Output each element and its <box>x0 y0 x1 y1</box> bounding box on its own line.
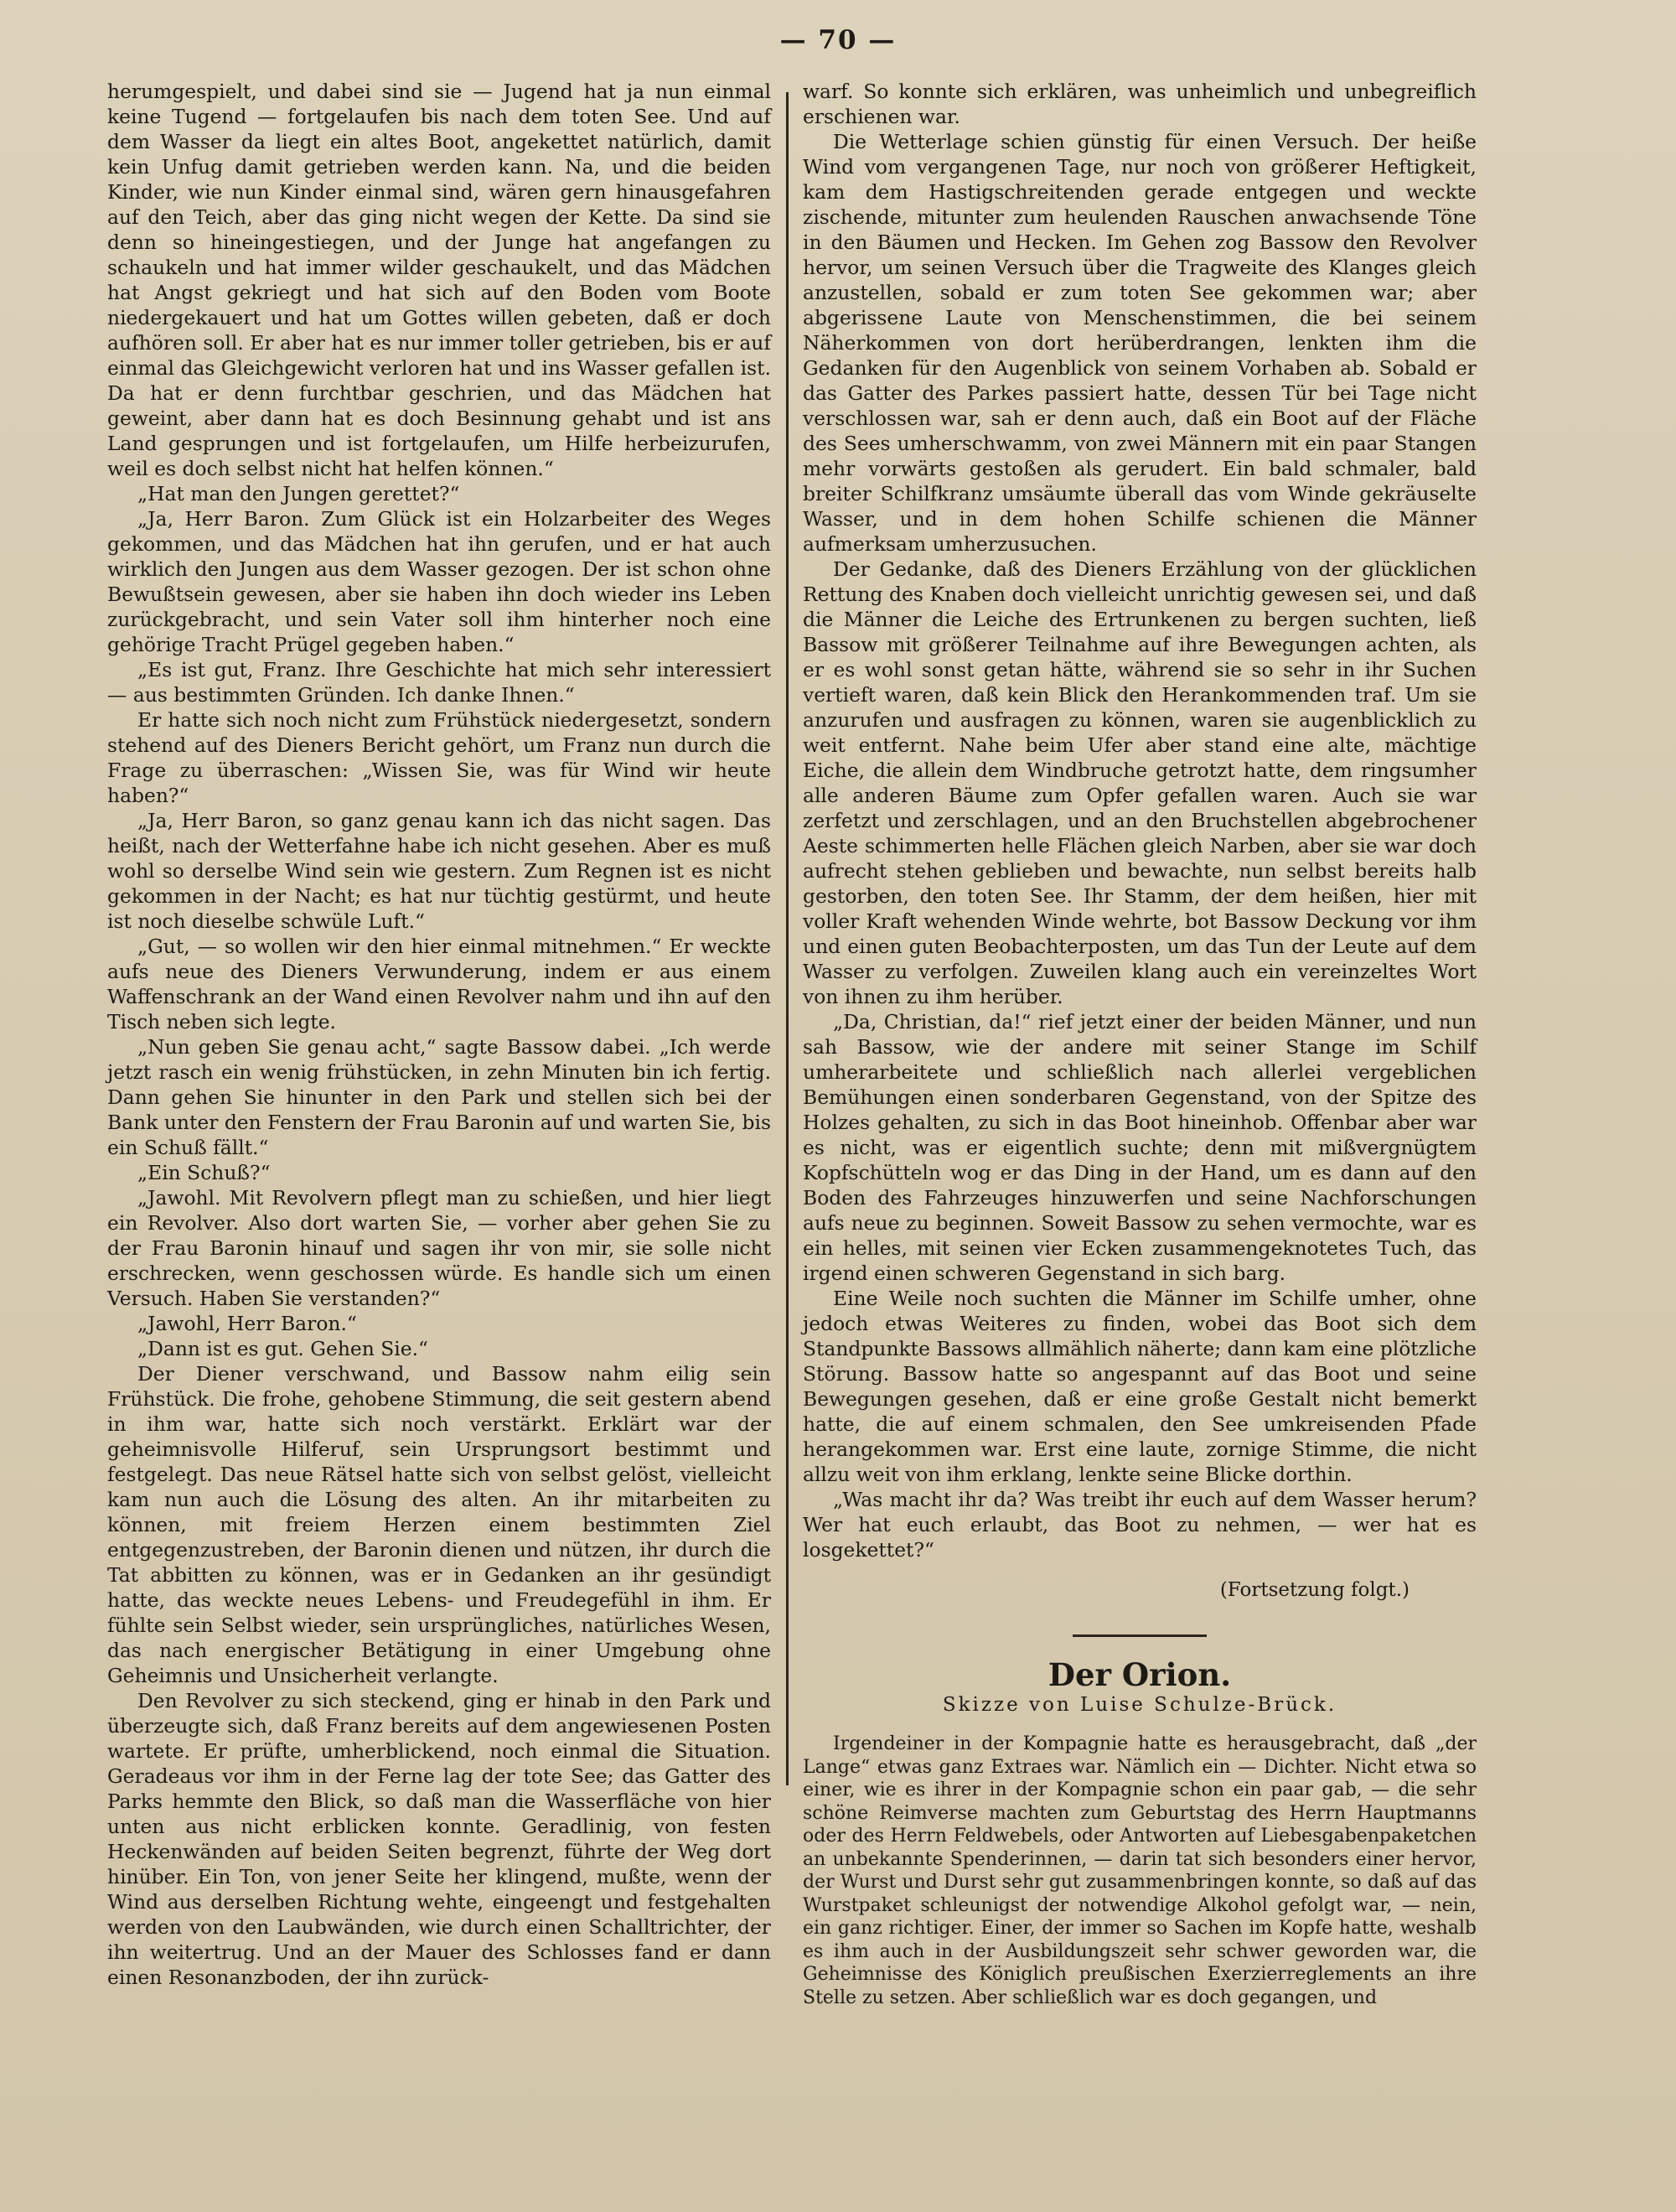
article-paragraph: „Es ist gut, Franz. Ihre Geschichte hat mich sehr interessiert — aus bestimmten Gründen. Ich danke Ihnen.“ <box>107 658 771 707</box>
article-paragraph: „Gut, — so wollen wir den hier einmal mitnehmen.“ Er weckte aufs neue des Dieners Verwunderung, indem er aus einem Waffenschrank an der Wand einen Revolver nahm und ihn auf den Tisch neben sich legte. <box>107 935 771 1033</box>
article-paragraph: „Da, Christian, da!“ rief jetzt einer der beiden Männer, und nun sah Bassow, wie der andere mit seiner Stange im Schilf umherarbeitete und schließlich nach allerlei vergeblichen Bemühungen einen sonderbaren Gegenstand, von der Spitze des Holzes gehalten, zu sich in das Boot hineinhob. Offenbar aber war es nicht, was er eigentlich suchte; denn mit mißvergnügtem Kopfschütteln wog er das Ding in der Hand, um es dann auf den Boden des Fahrzeuges hinzuwerfen und seine Nachforschungen aufs neue zu beginnen. Soweit Bassow zu sehen vermochte, war es ein helles, mit seinen vier Ecken zusammengeknotetes Tuch, das irgend einen schweren Gegenstand in sich barg. <box>803 1010 1477 1285</box>
article-paragraph: Die Wetterlage schien günstig für einen Versuch. Der heiße Wind vom vergangenen Tage, nur noch von größerer Heftigkeit, kam dem Hastigschreitenden gerade entgegen und weckte zischende, mitunter zum heulenden Rauschen anwachsende Töne in den Bäumen und Hecken. Im Gehen zog Bassow den Revolver hervor, um seinen Versuch über die Tragweite des Klanges gleich anzustellen, sobald er zum toten See gekommen war; aber abgerissene Laute von Menschenstimmen, die bei seinem Näherkommen von dort herüberdrangen, lenkten ihm die Gedanken für den Augenblick von seinem Vorhaben ab. Sobald er das Gatter des Parkes passiert hatte, dessen Tür bei Tage nicht verschlossen war, sah er denn auch, daß ein Boot auf der Fläche des Sees umherschwamm, von zwei Männern mit ein paar Stangen mehr vorwärts gestoßen als gerudert. Ein bald schmaler, bald breiter Schilfkranz umsäumte überall das vom Winde gekräuselte Wasser, und in dem hohen Schilfe schienen die Männer aufmerksam umherzusuchen. <box>803 130 1477 556</box>
article-paragraph: „Was macht ihr da? Was treibt ihr euch auf dem Wasser herum? Wer hat euch erlaubt, das Boot zu nehmen, — wer hat es losgekettet?“ <box>803 1488 1477 1562</box>
column-divider <box>786 92 789 1785</box>
article-paragraph: Er hatte sich noch nicht zum Frühstück niedergesetzt, sondern stehend auf des Dieners Bericht gehört, um Franz nun durch die Frage zu überraschen: „Wissen Sie, was für Wind wir heute haben?“ <box>107 708 771 807</box>
left-column <box>107 79 771 2208</box>
story-subtitle: Skizze von Luise Schulze-Brück. <box>942 1694 1337 1716</box>
article-paragraph: Der Gedanke, daß des Dieners Erzählung von der glücklichen Rettung des Knaben doch vielleicht unrichtig gewesen sei, und daß die Männer die Leiche des Ertrunkenen zu bergen suchten, ließ Bassow mit größerer Teilnahme auf ihre Bewegungen achten, als er es wohl sonst getan hätte, während sie so sehr in ihr Suchen vertieft waren, daß kein Blick den Herankommenden traf. Um sie anzurufen und ausfragen zu können, waren sie augenblicklich zu weit entfernt. Nahe beim Ufer aber stand eine alte, mächtige Eiche, die allein dem Windbruche getrotzt hatte, dem ringsumher alle anderen Bäume zum Opfer gefallen waren. Auch sie war zerfetzt und zerschlagen, und an den Bruchstellen abgebrochener Aeste schimmerten helle Flächen gleich Narben, aber sie war doch aufrecht stehen geblieben und bewachte, nun selbst bereits halb gestorben, den toten See. Ihr Stamm, der dem heißen, hier mit voller Kraft wehenden Winde wehrte, bot Bassow Deckung vor ihm und einen guten Beobachterposten, um das Tun der Leute auf dem Wasser zu verfolgen. Zuweilen klang auch ein vereinzeltes Wort von ihnen zu ihm herüber. <box>803 557 1477 1008</box>
continuation-note: (Fortsetzung folgt.) <box>1219 1579 1410 1601</box>
article-paragraph: „Ein Schuß?“ <box>137 1161 271 1184</box>
article-paragraph: „Jawohl. Mit Revolvern pflegt man zu schießen, und hier liegt ein Revolver. Also dort warten Sie, — vorher aber gehen Sie zu der Frau Baronin hinauf und sagen ihr von mir, sie solle nicht erschrecken, wenn geschossen würde. Es handle sich um einen Versuch. Haben Sie verstanden?“ <box>107 1186 771 1310</box>
article-paragraph: Den Revolver zu sich steckend, ging er hinab in den Park und überzeugte sich, daß Franz bereits auf dem angewiesenen Posten wartete. Er prüfte, umherblickend, noch einmal die Situation. Geradeaus vor ihm in der Ferne lag der tote See; das Gatter des Parks hemmte den Blick, so daß man die Wasserfläche von hier unten aus nicht erblicken konnte. Geradlinig, von festen Heckenwänden auf beiden Seiten begrenzt, führte der Weg dort hinüber. Ein Ton, von jener Seite her klingend, mußte, wenn der Wind aus derselben Richtung wehte, eingeengt und festgehalten werden von den Laubwänden, wie durch einen Schalltrichter, der ihn weitertrug. Und an der Mauer des Schlosses fand er dann einen Resonanzboden, der ihn zurück- <box>107 1689 771 1989</box>
story-body <box>803 1733 1477 2009</box>
article-paragraph: herumgespielt, und dabei sind sie — Jugend hat ja nun einmal keine Tugend — fortgelaufen bis nach dem toten See. Und auf dem Wasser da liegt ein altes Boot, angekettet natürlich, damit kein Unfug damit getrieben werden kann. Na, und die beiden Kinder, wie nun Kinder einmal sind, wären gern hinausgefahren auf den Teich, aber das ging nicht wegen der Kette. Da sind sie denn so hineingestiegen, und der Junge hat angefangen zu schaukeln und hat immer wilder geschaukelt, und das Mädchen hat Angst gekriegt und hat sich auf den Boden vom Boote niedergekauert und hat um Gottes willen gebeten, daß er doch aufhören soll. Er aber hat es nur immer toller getrieben, bis er auf einmal das Gleichgewicht verloren hat und ins Wasser gefallen ist. Da hat er denn furchtbar geschrien, und das Mädchen hat geweint, aber dann hat es doch Besinnung gehabt und ist ans Land gesprungen und ist fortgelaufen, um Hilfe herbeizurufen, weil es doch selbst nicht hat helfen können.“ <box>107 80 771 480</box>
article-paragraph: „Ja, Herr Baron, so ganz genau kann ich das nicht sagen. Das heißt, nach der Wetterfahne habe ich nicht gesehen. Aber es muß wohl so derselbe Wind sein wie gestern. Zum Regnen ist es nicht gekommen in der Nacht; es hat nur tüchtig gestürmt, und heute ist noch dieselbe schwüle Luft.“ <box>107 809 771 933</box>
story-title: Der Orion. <box>1048 1656 1232 1693</box>
article-paragraph: „Dann ist es gut. Gehen Sie.“ <box>137 1337 428 1360</box>
article-paragraph: „Ja, Herr Baron. Zum Glück ist ein Holzarbeiter des Weges gekommen, und das Mädchen hat ihn gerufen, und er hat auch wirklich den Jungen aus dem Wasser gezogen. Der ist schon ohne Bewußtsein gewesen, aber sie haben ihn doch wieder ins Leben zurückgebracht, und sein Vater soll ihm hinterher noch eine gehörige Tracht Prügel gegeben haben.“ <box>107 507 771 656</box>
article-paragraph: warf. So konnte sich erklären, was unheimlich und unbegreiflich erschienen war. <box>803 80 1477 128</box>
article-paragraph: „Hat man den Jungen gerettet?“ <box>137 482 460 505</box>
article-paragraph: „Nun geben Sie genau acht,“ sagte Bassow dabei. „Ich werde jetzt rasch ein wenig frühstücken, in zehn Minuten bin ich fertig. Dann gehen Sie hinunter in den Park und stellen sich bei der Bank unter den Fenstern der Frau Baronin auf und warten Sie, bis ein Schuß fällt.“ <box>107 1035 771 1159</box>
story-paragraph: Irgendeiner in der Kompagnie hatte es herausgebracht, daß „der Lange“ etwas ganz Extraes war. Nämlich ein — Dichter. Nicht etwa so einer, wie es ihrer in der Kompagnie schon ein paar gab, — die sehr schöne Reimverse machten zum Geburtstag des Herrn Hauptmanns oder des Herrn Feldwebels, oder Antworten auf Liebesgabenpaketchen an unbekannte Spenderinnen, — darin tat sich besonders einer hervor, der Wurst und Durst sehr gut zusammenbringen konnte, so daß auf das Wurstpaket schleunigst der notwendige Alkohol gefolgt war, — nein, ein ganz richtiger. Einer, der immer so Sachen im Kopfe hatte, weshalb es ihm auch in der Ausbildungszeit sehr schwer geworden war, die Geheimnisse des Königlich preußischen Exerzierreglements an ihre Stelle zu setzen. Aber schließlich war es doch gegangen, und <box>803 1733 1477 2008</box>
article-paragraph: Eine Weile noch suchten die Männer im Schilfe umher, ohne jedoch etwas Weiteres zu finden, wobei das Boot sich dem Standpunkte Bassows allmählich näherte; dann kam eine plötzliche Störung. Bassow hatte so angespannt auf das Boot und seine Bewegungen gesehen, daß er eine große Gestalt nicht bemerkt hatte, die auf einem schmalen, den See umkreisenden Pfade herangekommen war. Erst eine laute, zornige Stimme, die nicht allzu weit von ihm erklang, lenkte seine Blicke dorthin. <box>803 1287 1477 1486</box>
page-number: — 70 — <box>779 25 897 55</box>
right-column <box>803 79 1477 2208</box>
article-paragraph: Der Diener verschwand, und Bassow nahm eilig sein Frühstück. Die frohe, gehobene Stimmung, die seit gestern abend in ihm war, hatte sich noch verstärkt. Erklärt war der geheimnisvolle Hilferuf, sein Ursprungsort bestimmt und festgelegt. Das neue Rätsel hatte sich von selbst gelöst, vielleicht kam nun auch die Lösung des alten. An ihr mitarbeiten zu können, mit freiem Herzen einem bestimmten Ziel entgegenzustreben, der Baronin dienen und nützen, ihr durch die Tat abbitten zu können, was er in Gedanken an ihr gesündigt hatte, das weckte neues Lebens- und Freudegefühl in ihm. Er fühlte sein Selbst wieder, sein ursprüngliches, natürliches Wesen, das nach energischer Betätigung in einer Umgebung ohne Geheimnis und Unsicherheit verlangte. <box>107 1362 771 1687</box>
article-paragraph: „Jawohl, Herr Baron.“ <box>137 1312 357 1335</box>
section-separator <box>1073 1634 1207 1637</box>
novel-continuation <box>803 79 1477 1562</box>
